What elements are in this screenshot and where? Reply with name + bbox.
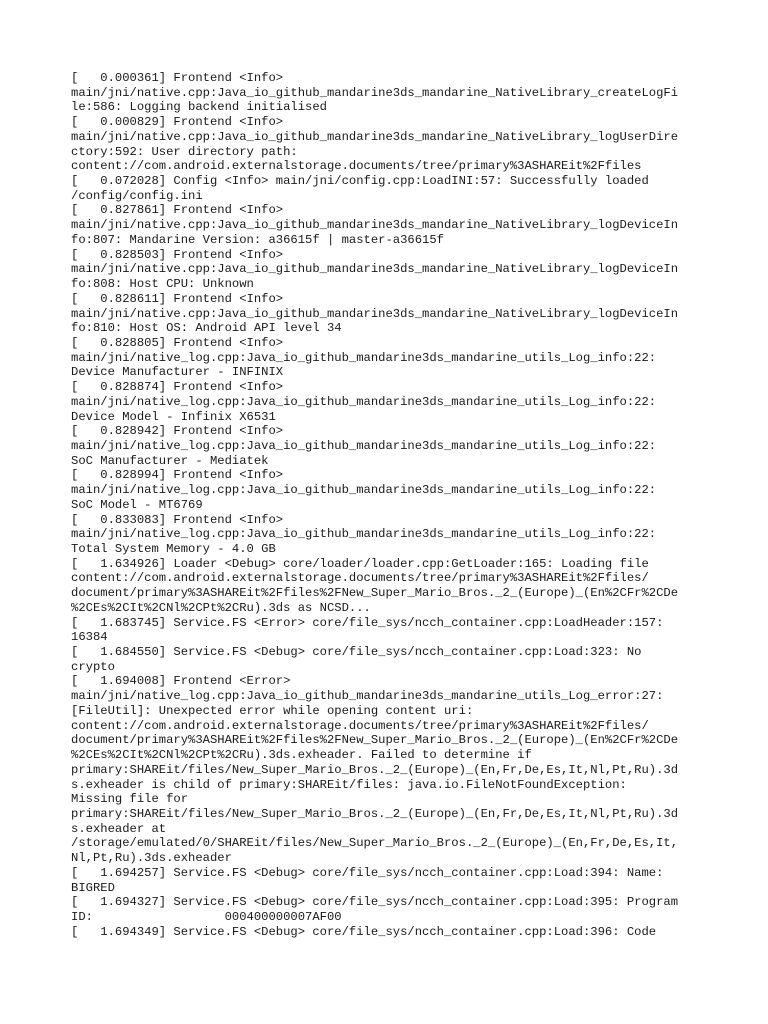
log-line: main/jni/native_log.cpp:Java_io_github_mandarine3ds_mandarine_utils_Log_error:27: [71, 689, 664, 704]
log-line: content://com.android.externalstorage.documents/tree/primary%3ASHAREit%2Ffiles/ [71, 718, 649, 733]
log-line: [ 0.828942] Frontend <Info> [71, 424, 284, 439]
log-text-block [71, 71, 711, 939]
log-line: [ 0.828611] Frontend <Info> [71, 291, 284, 306]
log-line: main/jni/native.cpp:Java_io_github_mandarine3ds_mandarine_NativeLibrary_logDeviceIn [71, 218, 679, 233]
log-line: Device Manufacturer - INFINIX [71, 365, 284, 380]
log-line: content://com.android.externalstorage.documents/tree/primary%3ASHAREit%2Ffiles [71, 159, 642, 174]
log-line: main/jni/native_log.cpp:Java_io_github_mandarine3ds_mandarine_utils_Log_info:22: [71, 350, 657, 365]
log-line: [ 0.828503] Frontend <Info> [71, 247, 284, 262]
log-line: primary:SHAREit/files/New_Super_Mario_Bros._2_(Europe)_(En,Fr,De,Es,It,Nl,Pt,Ru).3d [71, 806, 679, 821]
log-line: BIGRED [71, 880, 115, 895]
log-line: ID: 000400000007AF00 [71, 909, 342, 924]
log-line: Total System Memory - 4.0 GB [71, 542, 276, 556]
log-line: %2CEs%2CIt%2CNl%2CPt%2CRu).3ds.exheader. Failed to determine if [71, 748, 532, 763]
log-line: SoC Manufacturer - Mediatek [71, 453, 269, 468]
log-line: [ 1.694349] Service.FS <Debug> core/file_sys/ncch_container.cpp:Load:396: Code [71, 924, 657, 939]
log-line: [ 0.833083] Frontend <Info> [71, 512, 284, 527]
log-line: SoC Model - MT6769 [71, 497, 203, 512]
log-line: [ 1.694257] Service.FS <Debug> core/file_sys/ncch_container.cpp:Load:394: Name: [71, 865, 664, 880]
log-line: main/jni/native.cpp:Java_io_github_mandarine3ds_mandarine_NativeLibrary_logDeviceIn [71, 306, 679, 321]
log-line: [ 1.694327] Service.FS <Debug> core/file_sys/ncch_container.cpp:Load:395: Program [71, 895, 679, 910]
log-line: [ 0.828994] Frontend <Info> [71, 468, 284, 483]
log-line: crypto [71, 659, 115, 674]
log-line: /storage/emulated/0/SHAREit/files/New_Super_Mario_Bros._2_(Europe)_(En,Fr,De,Es,It, [71, 836, 679, 851]
log-line: [ 0.000361] Frontend <Info> [71, 71, 284, 85]
log-line: main/jni/native.cpp:Java_io_github_mandarine3ds_mandarine_NativeLibrary_createLogFi [71, 85, 679, 100]
log-line: [ 0.072028] Config <Info> main/jni/config.cpp:LoadINI:57: Successfully loaded [71, 174, 649, 189]
log-line: s.exheader at [71, 821, 167, 836]
log-line: main/jni/native_log.cpp:Java_io_github_mandarine3ds_mandarine_utils_Log_info:22: [71, 483, 657, 498]
log-line: /config/config.ini [71, 188, 203, 203]
log-line: main/jni/native_log.cpp:Java_io_github_mandarine3ds_mandarine_utils_Log_info:22: [71, 394, 657, 409]
log-line: primary:SHAREit/files/New_Super_Mario_Bros._2_(Europe)_(En,Fr,De,Es,It,Nl,Pt,Ru).3d [71, 762, 679, 777]
log-line: document/primary%3ASHAREit%2Ffiles%2FNew_Super_Mario_Bros._2_(Europe)_(En%2CFr%2CDe [71, 586, 679, 601]
log-line: [ 0.000829] Frontend <Info> [71, 115, 284, 130]
log-line: main/jni/native.cpp:Java_io_github_mandarine3ds_mandarine_NativeLibrary_logDeviceIn [71, 262, 679, 277]
log-line: s.exheader is child of primary:SHAREit/files: java.io.FileNotFoundException: [71, 777, 627, 792]
log-line: [ 1.694008] Frontend <Error> [71, 674, 291, 689]
log-line: [ 1.634926] Loader <Debug> core/loader/loader.cpp:GetLoader:165: Loading file [71, 556, 649, 571]
log-line: [ 0.828874] Frontend <Info> [71, 380, 284, 395]
log-line: fo:807: Mandarine Version: a36615f | master-a36615f [71, 232, 444, 247]
log-line: main/jni/native_log.cpp:Java_io_github_mandarine3ds_mandarine_utils_Log_info:22: [71, 527, 657, 542]
log-line: document/primary%3ASHAREit%2Ffiles%2FNew_Super_Mario_Bros._2_(Europe)_(En%2CFr%2CDe [71, 733, 679, 748]
log-line: [FileUtil]: Unexpected error while opening content uri: [71, 703, 474, 718]
log-line: Device Model - Infinix X6531 [71, 409, 276, 424]
log-line: %2CEs%2CIt%2CNl%2CPt%2CRu).3ds as NCSD... [71, 600, 371, 615]
log-line: main/jni/native.cpp:Java_io_github_mandarine3ds_mandarine_NativeLibrary_logUserDire [71, 129, 679, 144]
log-line: [ 0.827861] Frontend <Info> [71, 203, 284, 218]
log-line: [ 1.684550] Service.FS <Debug> core/file_sys/ncch_container.cpp:Load:323: No [71, 645, 642, 660]
log-line: 16384 [71, 630, 108, 645]
log-line: Nl,Pt,Ru).3ds.exheader [71, 851, 232, 866]
log-line: le:586: Logging backend initialised [71, 100, 327, 115]
log-line: main/jni/native_log.cpp:Java_io_github_mandarine3ds_mandarine_utils_Log_info:22: [71, 438, 657, 453]
log-line: Missing file for [71, 792, 189, 807]
log-line: ctory:592: User directory path: [71, 144, 298, 159]
log-line: [ 1.683745] Service.FS <Error> core/file_sys/ncch_container.cpp:LoadHeader:157: [71, 615, 664, 630]
log-line: fo:808: Host CPU: Unknown [71, 277, 254, 292]
log-line: [ 0.828805] Frontend <Info> [71, 335, 284, 350]
log-line: fo:810: Host OS: Android API level 34 [71, 321, 342, 336]
log-line: content://com.android.externalstorage.documents/tree/primary%3ASHAREit%2Ffiles/ [71, 571, 649, 586]
